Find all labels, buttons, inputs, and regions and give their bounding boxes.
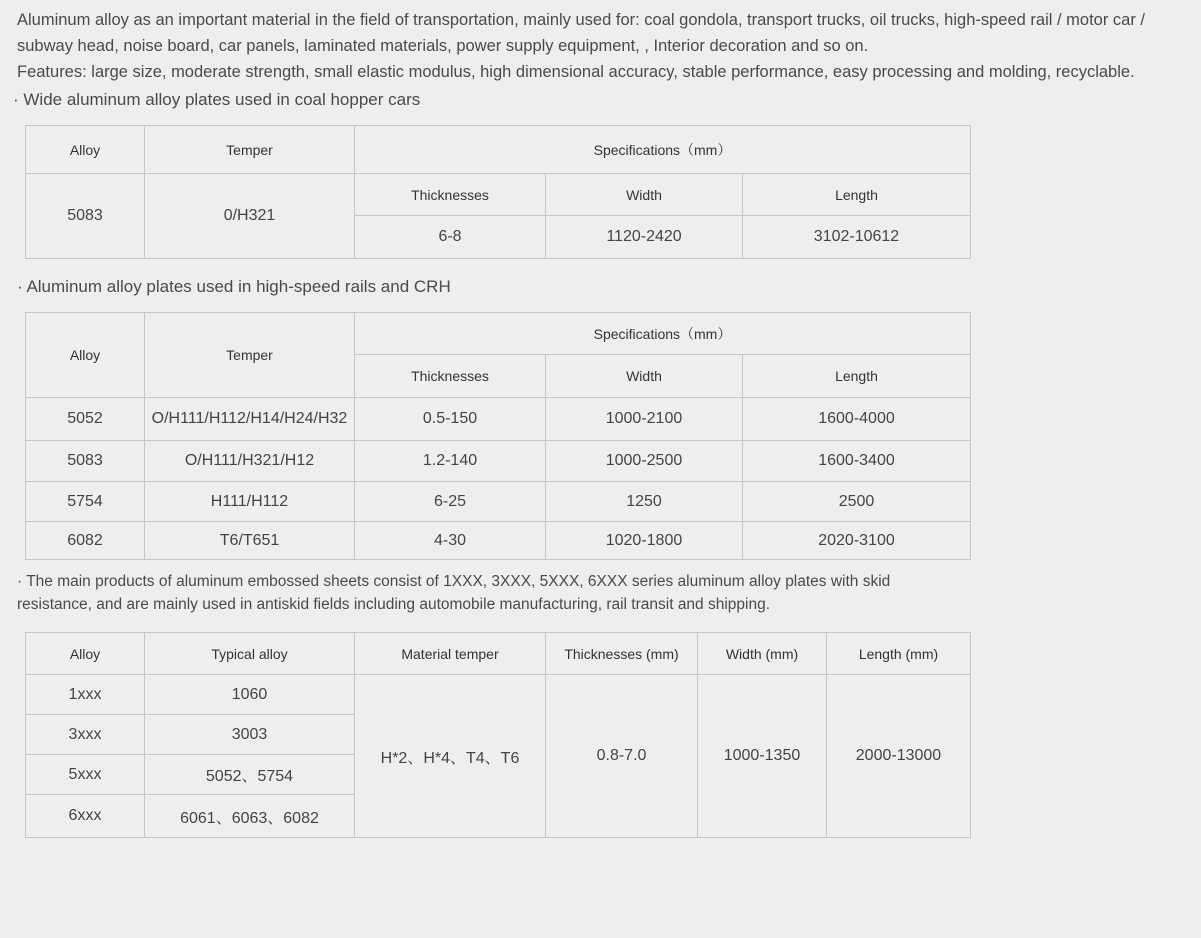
- cell-length: 1600-3400: [743, 441, 971, 482]
- table-row: [26, 441, 971, 482]
- cell-typical-alloy: 6061、6063、6082: [145, 795, 355, 838]
- header-length: Length (mm): [827, 633, 971, 675]
- table-row: [26, 522, 971, 560]
- header-alloy: Alloy: [26, 313, 145, 398]
- cell-alloy: 5754: [26, 482, 145, 522]
- header-specifications: Specifications（mm）: [355, 313, 971, 355]
- cell-alloy: 5083: [26, 441, 145, 482]
- cell-alloy: 6082: [26, 522, 145, 560]
- cell-width: 1000-1350: [698, 675, 827, 838]
- cell-width: 1250: [546, 482, 743, 522]
- section-heading-high-speed-rail: · Aluminum alloy plates used in high-speed rails and CRH: [17, 277, 451, 296]
- cell-length: 3102-10612: [743, 216, 971, 259]
- embossed-sheets-paragraph: · The main products of aluminum embossed sheets consist of 1XXX, 3XXX, 5XXX, 6XXX series aluminum alloy plates with skid resistance, and are mainly used in antiskid fields including automobile manufacturing, rail transit and shipping.: [17, 573, 891, 613]
- cell-material-temper: H*2、H*4、T4、T6: [355, 675, 546, 838]
- cell-temper: 0/H321: [145, 174, 355, 259]
- cell-alloy: 6xxx: [26, 795, 145, 838]
- coal-hopper-spec-table: [25, 125, 971, 259]
- cell-temper: T6/T651: [145, 522, 355, 560]
- cell-thickness: 6-8: [355, 216, 546, 259]
- cell-length: 2500: [743, 482, 971, 522]
- cell-alloy: 5083: [26, 174, 145, 259]
- cell-thickness: 0.5-150: [355, 398, 546, 441]
- cell-width: 1000-2500: [546, 441, 743, 482]
- header-thickness: Thicknesses (mm): [546, 633, 698, 675]
- cell-thickness: 1.2-140: [355, 441, 546, 482]
- cell-length: 1600-4000: [743, 398, 971, 441]
- header-typical-alloy: Typical alloy: [145, 633, 355, 675]
- header-length: Length: [743, 174, 971, 216]
- cell-temper: O/H111/H112/H14/H24/H32: [145, 398, 355, 441]
- cell-length: 2000-13000: [827, 675, 971, 838]
- cell-thickness: 0.8-7.0: [546, 675, 698, 838]
- header-width: Width (mm): [698, 633, 827, 675]
- intro-paragraph: Aluminum alloy as an important material in the field of transportation, mainly used for: coal gondola, transport trucks, oil trucks, high-speed rail / motor car / subway head, noise board, car panels, laminated materials, power supply equipment, , Interior decoration and so on.: [17, 11, 1146, 55]
- header-specifications: Specifications（mm）: [355, 126, 971, 174]
- header-length: Length: [743, 355, 971, 398]
- cell-temper: H111/H112: [145, 482, 355, 522]
- features-paragraph: Features: large size, moderate strength, small elastic modulus, high dimensional accuracy, stable performance, easy processing and molding, recyclable.: [17, 63, 1135, 81]
- header-width: Width: [546, 174, 743, 216]
- cell-typical-alloy: 1060: [145, 675, 355, 715]
- cell-thickness: 4-30: [355, 522, 546, 560]
- header-thickness: Thicknesses: [355, 355, 546, 398]
- header-alloy: Alloy: [26, 633, 145, 675]
- cell-length: 2020-3100: [743, 522, 971, 560]
- header-material-temper: Material temper: [355, 633, 546, 675]
- cell-alloy: 5xxx: [26, 755, 145, 795]
- table-row: [26, 482, 971, 522]
- cell-alloy: 1xxx: [26, 675, 145, 715]
- header-alloy: Alloy: [26, 126, 145, 174]
- table-row: [26, 398, 971, 441]
- table-row: [26, 675, 971, 715]
- embossed-sheets-spec-table: [25, 632, 971, 838]
- cell-alloy: 3xxx: [26, 715, 145, 755]
- header-temper: Temper: [145, 126, 355, 174]
- cell-width: 1020-1800: [546, 522, 743, 560]
- cell-typical-alloy: 3003: [145, 715, 355, 755]
- header-temper: Temper: [145, 313, 355, 398]
- header-width: Width: [546, 355, 743, 398]
- cell-temper: O/H111/H321/H12: [145, 441, 355, 482]
- cell-alloy: 5052: [26, 398, 145, 441]
- cell-thickness: 6-25: [355, 482, 546, 522]
- cell-typical-alloy: 5052、5754: [145, 755, 355, 795]
- cell-width: 1120-2420: [546, 216, 743, 259]
- section-heading-coal-hopper: · Wide aluminum alloy plates used in coal hopper cars: [13, 90, 421, 109]
- high-speed-rail-spec-table: [25, 312, 971, 560]
- header-thickness: Thicknesses: [355, 174, 546, 216]
- cell-width: 1000-2100: [546, 398, 743, 441]
